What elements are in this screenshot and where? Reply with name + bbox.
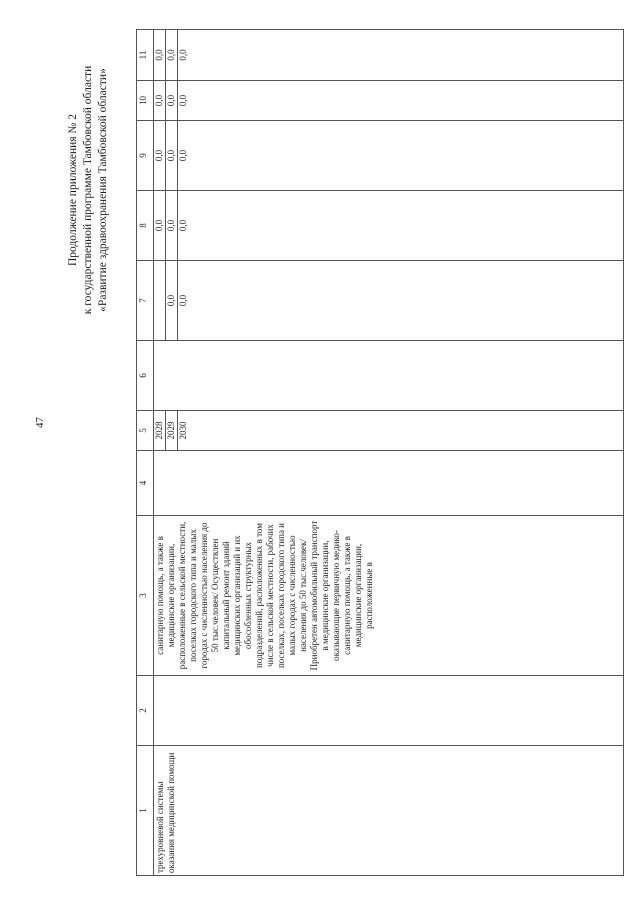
column-header: 8 bbox=[137, 191, 154, 261]
values-cell-7 bbox=[154, 261, 624, 341]
header-line-1: Продолжение приложения № 2 bbox=[67, 113, 79, 267]
value: 0,0 bbox=[166, 261, 178, 340]
years-cell bbox=[154, 411, 624, 451]
document-header bbox=[66, 0, 111, 400]
value bbox=[154, 261, 166, 340]
column-header: 10 bbox=[137, 81, 154, 121]
year-value: 2028 bbox=[154, 411, 166, 450]
year-value: 2030 bbox=[178, 421, 188, 440]
value: 0,0 bbox=[154, 121, 166, 190]
column-header: 2 bbox=[137, 676, 154, 746]
column-header: 6 bbox=[137, 341, 154, 411]
values-cell-9 bbox=[154, 121, 624, 191]
value: 0,0 bbox=[154, 81, 166, 120]
table-row bbox=[154, 30, 624, 876]
header-line-2: к государственной программе Тамбовской области bbox=[82, 65, 94, 315]
empty-cell bbox=[154, 676, 624, 746]
value: 0,0 bbox=[178, 149, 188, 162]
value: 0,0 bbox=[166, 81, 178, 120]
column-header: 3 bbox=[137, 516, 154, 676]
empty-cell bbox=[154, 451, 624, 516]
value: 0,0 bbox=[178, 94, 188, 107]
value: 0,0 bbox=[154, 191, 166, 260]
page-number: 47 bbox=[34, 417, 46, 428]
values-cell-10 bbox=[154, 81, 624, 121]
column-header: 5 bbox=[137, 411, 154, 451]
column-header: 1 bbox=[137, 746, 154, 876]
column-header: 4 bbox=[137, 451, 154, 516]
value: 0,0 bbox=[154, 30, 166, 80]
program-table bbox=[136, 30, 628, 876]
column-header: 7 bbox=[137, 261, 154, 341]
value: 0,0 bbox=[178, 219, 188, 232]
value: 0,0 bbox=[166, 30, 178, 80]
column-header: 11 bbox=[137, 30, 154, 81]
column-header: 9 bbox=[137, 121, 154, 191]
values-cell-11 bbox=[154, 30, 624, 81]
measure-name-cell: трехуровневой системы оказания медицинской помощи bbox=[154, 746, 624, 876]
year-value: 2029 bbox=[166, 411, 178, 450]
empty-cell bbox=[154, 341, 624, 411]
table-header-row bbox=[137, 30, 154, 876]
value: 0,0 bbox=[178, 294, 188, 307]
value: 0,0 bbox=[166, 191, 178, 260]
result-description-cell: санитарную помощь, а также в медицинские организации, расположенные в сельской местности, поселках городского типа и малых городах с численностью населения до 50 тыс.человек/ Осуществлен капитальный ремонт зданий медицинских организаций и их обособленных структурных подразделений, расположенных в том числе в сельской местности, рабочих поселках, поселках городского типа и малых городах с численностью населения до 50 тыс.человек/ Приобретен автомобильный транспорт в медицинские организации, оказывающие первичную медико-санитарную помощь, а также в медицинские организации, расположенные в bbox=[154, 516, 624, 676]
header-line-3: «Развитие здравоохранения Тамбовской области» bbox=[97, 68, 109, 312]
values-cell-8 bbox=[154, 191, 624, 261]
value: 0,0 bbox=[178, 49, 188, 61]
value: 0,0 bbox=[166, 121, 178, 190]
